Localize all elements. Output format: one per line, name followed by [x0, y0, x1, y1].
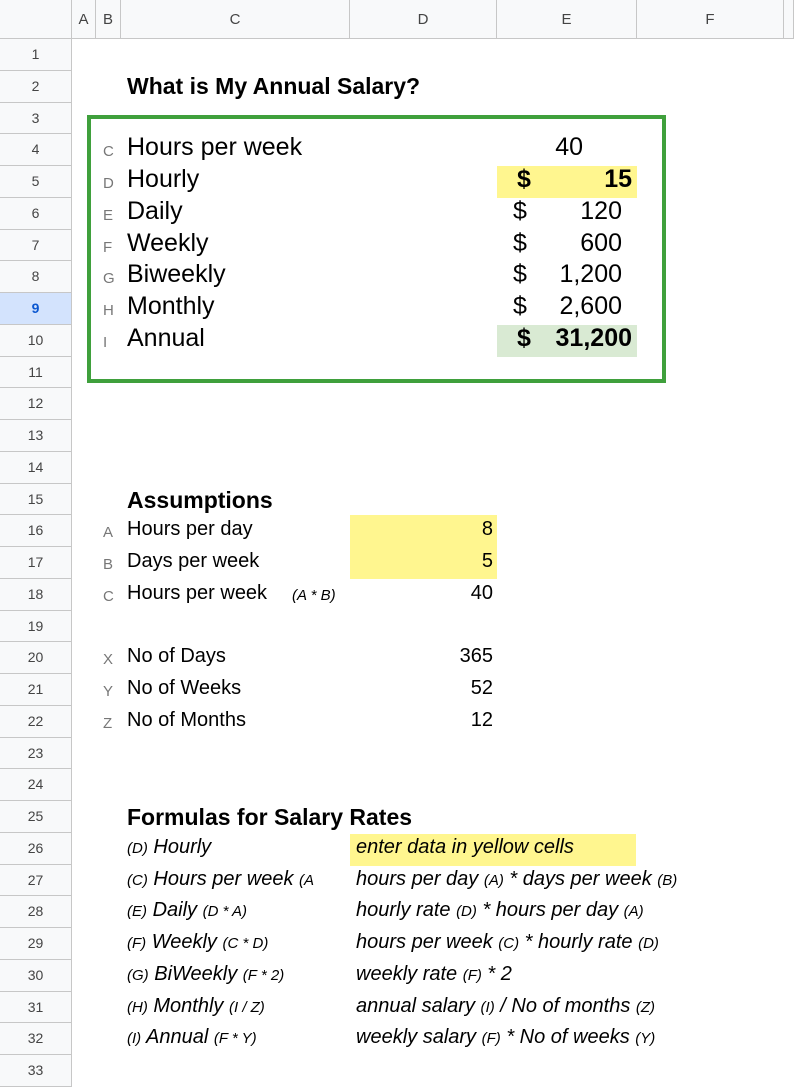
assumption-key-x: X: [103, 651, 114, 669]
column-header-a[interactable]: A: [72, 0, 96, 39]
salary-value-c: 40: [555, 133, 583, 162]
row-header-3[interactable]: 3: [0, 103, 72, 135]
formula-name-2: [127, 899, 247, 922]
row-header-8[interactable]: 8: [0, 261, 72, 293]
row-header-24[interactable]: 24: [0, 769, 72, 801]
row-header-7[interactable]: 7: [0, 230, 72, 262]
salary-value-d[interactable]: 15: [604, 165, 632, 193]
formula-text-5: [356, 995, 655, 1018]
row-header-4[interactable]: 4: [0, 134, 72, 166]
salary-label-e: Daily: [127, 196, 183, 225]
formula-part: * 2: [481, 962, 512, 985]
assumption-value-b[interactable]: 5: [481, 550, 493, 572]
assumption-value-c: 40: [470, 581, 493, 604]
assumption-label-z: No of Months: [127, 708, 246, 731]
assumption-key-y: Y: [103, 683, 114, 700]
formula-part: (F): [462, 966, 482, 984]
salary-key-i: I: [103, 333, 108, 351]
row-header-22[interactable]: 22: [0, 706, 72, 738]
assumption-label-x: No of Days: [127, 645, 226, 668]
formula-text-4: [356, 963, 512, 986]
salary-value-g: 1,200: [559, 260, 622, 289]
assumption-key-b: B: [103, 556, 114, 573]
row-header-15[interactable]: 15: [0, 484, 72, 516]
assumption-key-c: C: [103, 587, 114, 605]
salary-key-h: H: [103, 302, 114, 319]
formula-key: (G): [127, 966, 149, 984]
formula-part: (D): [456, 903, 477, 921]
formula-ref: (F * 2): [242, 966, 285, 984]
row-header-10[interactable]: 10: [0, 325, 72, 357]
row-header-23[interactable]: 23: [0, 738, 72, 770]
formula-part: annual salary: [356, 994, 481, 1017]
formula-ref: (I / Z): [228, 998, 265, 1016]
row-header-2[interactable]: 2: [0, 71, 72, 103]
row-header-1[interactable]: 1: [0, 39, 72, 71]
salary-key-g: G: [103, 270, 115, 288]
formula-text-0: [356, 836, 574, 859]
currency-symbol: $: [513, 292, 527, 320]
formula-text-6: [356, 1026, 655, 1049]
formula-key: (I): [127, 1030, 142, 1048]
row-header-14[interactable]: 14: [0, 452, 72, 484]
salary-value-i: 31,200: [555, 323, 632, 352]
column-header-b[interactable]: B: [96, 0, 121, 39]
formula-name-3: [127, 931, 268, 954]
salary-key-d: D: [103, 175, 114, 192]
formula-label: Monthly: [153, 994, 224, 1017]
formula-part: enter data in yellow cells: [356, 835, 574, 858]
salary-key-f: F: [103, 238, 113, 256]
row-header-29[interactable]: 29: [0, 928, 72, 960]
formula-part: (B): [657, 871, 678, 889]
currency-symbol: $: [513, 228, 527, 257]
currency-symbol: $: [517, 165, 531, 193]
formula-ref: (D * A): [202, 903, 248, 921]
assumptions-heading: Assumptions: [127, 487, 273, 513]
row-header-5[interactable]: 5: [0, 166, 72, 198]
salary-label-i: Annual: [127, 323, 205, 352]
row-header-31[interactable]: 31: [0, 992, 72, 1024]
row-header-18[interactable]: 18: [0, 579, 72, 611]
formula-part: hourly rate: [356, 899, 457, 922]
assumption-label-c: Hours per week: [127, 581, 268, 604]
assumption-note: (A * B): [292, 586, 336, 604]
row-header-32[interactable]: 32: [0, 1023, 72, 1055]
row-header-21[interactable]: 21: [0, 674, 72, 706]
formula-part: (Z): [635, 998, 656, 1016]
row-header-11[interactable]: 11: [0, 357, 72, 389]
row-header-13[interactable]: 13: [0, 420, 72, 452]
formula-part: (A): [483, 871, 504, 889]
currency-symbol: $: [513, 260, 527, 289]
formula-part: (C): [498, 935, 520, 952]
salary-key-c: C: [103, 143, 114, 161]
column-header-c[interactable]: C: [121, 0, 350, 39]
formula-label: Hourly: [153, 835, 212, 858]
formula-part: (Y): [635, 1030, 656, 1048]
formula-part: (D): [638, 935, 659, 952]
assumption-key-a: A: [103, 524, 114, 542]
currency-symbol: $: [513, 196, 527, 225]
row-header-26[interactable]: 26: [0, 833, 72, 865]
page-title: What is My Annual Salary?: [127, 73, 421, 99]
assumption-value-x: 365: [459, 645, 493, 668]
salary-label-c: Hours per week: [127, 133, 303, 162]
row-header-9[interactable]: 9: [0, 293, 72, 325]
formula-text-3: [356, 931, 659, 954]
assumption-value-y: 52: [470, 677, 493, 699]
formula-text-1: [356, 868, 677, 891]
formula-ref: (C * D): [222, 935, 269, 952]
row-header-19[interactable]: 19: [0, 611, 72, 643]
row-header-16[interactable]: 16: [0, 515, 72, 547]
row-header-33[interactable]: 33: [0, 1055, 72, 1087]
salary-label-h: Monthly: [127, 292, 215, 320]
formula-label: Annual: [146, 1026, 209, 1049]
salary-value-e: 120: [580, 196, 622, 225]
assumption-value-a[interactable]: 8: [481, 518, 493, 541]
formula-name-5: [127, 995, 265, 1018]
assumption-value-z: 12: [470, 708, 493, 731]
salary-label-d: Hourly: [127, 165, 200, 193]
formula-key: (F): [127, 935, 147, 952]
formula-ref: (F * Y): [213, 1030, 257, 1048]
assumption-label-b: Days per week: [127, 550, 260, 572]
salary-label-f: Weekly: [127, 228, 209, 257]
row-header-30[interactable]: 30: [0, 960, 72, 992]
formula-label: Hours per week: [153, 867, 294, 890]
formula-part: weekly rate: [356, 962, 463, 985]
formula-key: (C): [127, 871, 148, 889]
assumption-label-y: No of Weeks: [127, 677, 242, 699]
formula-part: weekly salary: [356, 1026, 482, 1049]
row-header-28[interactable]: 28: [0, 896, 72, 928]
formula-part: (A): [623, 903, 644, 921]
assumption-label-a: Hours per day: [127, 518, 253, 541]
column-header-f[interactable]: F: [637, 0, 784, 39]
salary-label-g: Biweekly: [127, 260, 226, 289]
select-all-corner[interactable]: [0, 0, 72, 39]
formula-part: * days per week: [503, 867, 658, 890]
formula-ref: (A: [299, 871, 315, 889]
column-header-e[interactable]: E: [497, 0, 637, 39]
salary-value-h: 2,600: [559, 292, 622, 320]
formulas-heading: Formulas for Salary Rates: [127, 804, 413, 830]
formula-part: * No of weeks: [500, 1026, 636, 1049]
salary-value-f: 600: [580, 228, 622, 257]
formula-part: (I): [480, 998, 495, 1016]
formula-name-6: [127, 1026, 257, 1049]
row-header-12[interactable]: 12: [0, 388, 72, 420]
formula-name-0: [127, 836, 211, 859]
formula-text-2: [356, 899, 644, 922]
formula-label: BiWeekly: [154, 962, 238, 985]
formula-part: * hours per day: [476, 899, 624, 922]
column-header-next[interactable]: [784, 0, 794, 39]
formula-part: (F): [481, 1030, 501, 1048]
formula-name-4: [127, 963, 284, 986]
salary-key-e: E: [103, 206, 114, 224]
row-header-17[interactable]: 17: [0, 547, 72, 579]
row-header-6[interactable]: 6: [0, 198, 72, 230]
currency-symbol: $: [517, 323, 531, 352]
assumption-key-z: Z: [103, 714, 113, 732]
column-header-d[interactable]: D: [350, 0, 497, 39]
formula-name-1: [127, 868, 314, 891]
formula-part: / No of months: [494, 994, 636, 1017]
formula-key: (H): [127, 998, 148, 1016]
formula-part: * hourly rate: [519, 931, 639, 953]
formula-part: hours per week: [356, 931, 499, 953]
row-header-25[interactable]: 25: [0, 801, 72, 833]
row-header-27[interactable]: 27: [0, 865, 72, 897]
formula-label: Daily: [152, 899, 198, 922]
formula-key: (D): [127, 839, 148, 857]
formula-key: (E): [127, 903, 147, 921]
formula-label: Weekly: [151, 931, 217, 953]
row-header-20[interactable]: 20: [0, 642, 72, 674]
formula-part: hours per day: [356, 867, 484, 890]
